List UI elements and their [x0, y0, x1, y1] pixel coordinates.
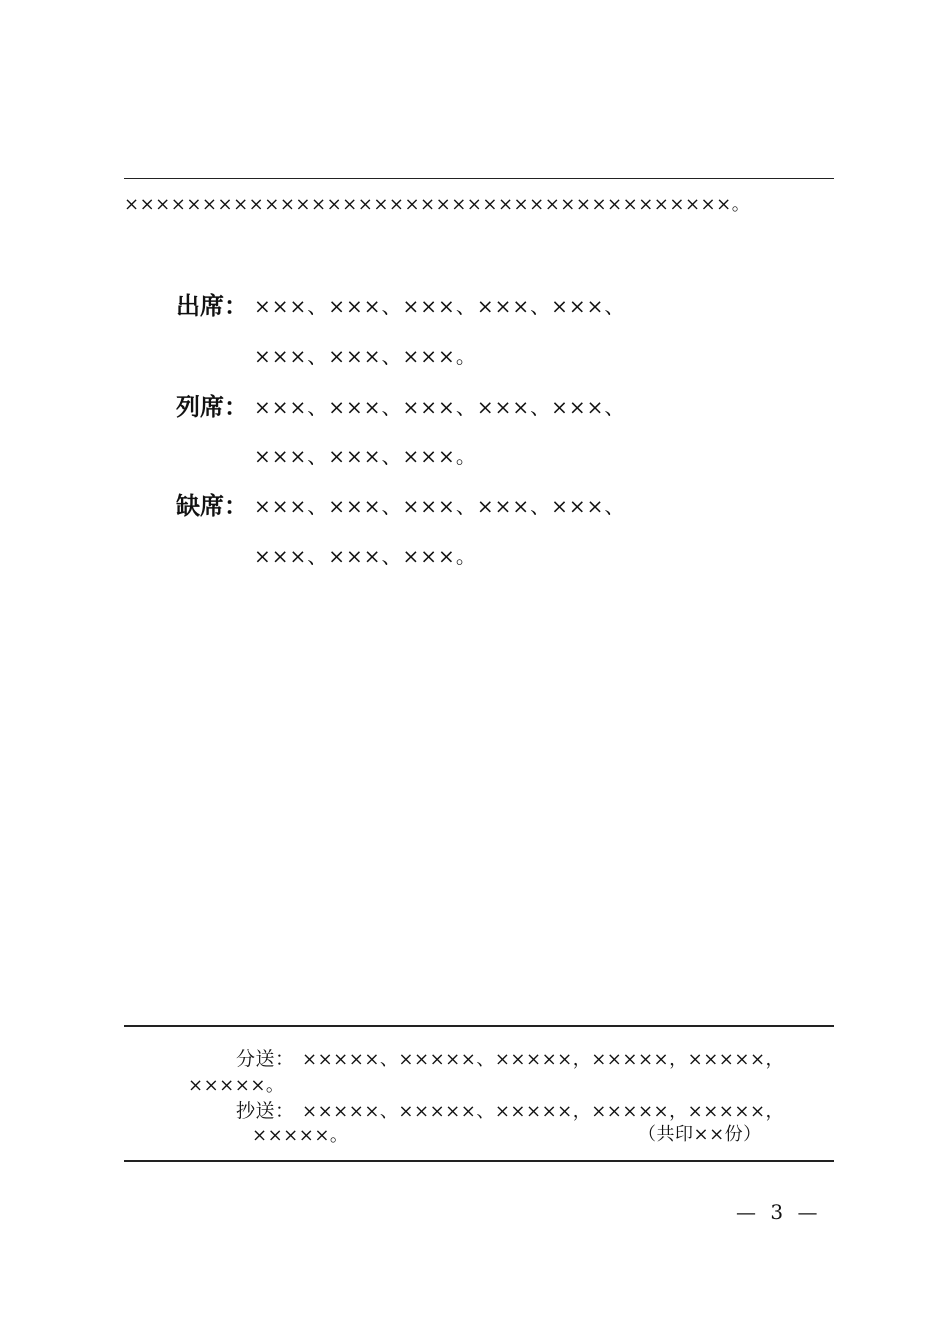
attendance-observer-label: 列席： — [176, 393, 248, 421]
distribution-copy-line2: ×××××。 — [252, 1125, 349, 1146]
attendance-observer-names-line2: ×××、×××、×××。 — [254, 444, 477, 468]
distribution-send-line2: ×××××。 — [188, 1075, 285, 1096]
distribution-bottom-divider — [124, 1160, 834, 1162]
distribution-print-count: （共印××份） — [638, 1124, 762, 1145]
body-text-line: ×××××××××××××××××××××××××××××××××××××××。 — [124, 194, 751, 215]
attendance-absent-names-line1: ×××、×××、×××、×××、×××、 — [254, 494, 626, 518]
distribution-top-divider — [124, 1025, 834, 1027]
attendance-present-names-line1: ×××、×××、×××、×××、×××、 — [254, 294, 626, 318]
attendance-absent-label: 缺席： — [176, 492, 248, 520]
header-divider — [124, 178, 834, 179]
attendance-present-names-line2: ×××、×××、×××。 — [254, 344, 477, 368]
attendance-observer-names-line1: ×××、×××、×××、×××、×××、 — [254, 395, 626, 419]
distribution-copy-label: 抄送： — [236, 1100, 295, 1122]
attendance-present-label: 出席： — [176, 292, 248, 320]
distribution-copy-line1: ×××××、×××××、×××××，×××××，×××××， — [302, 1101, 785, 1122]
page-number: — 3 — — [736, 1200, 822, 1224]
attendance-absent-names-line2: ×××、×××、×××。 — [254, 544, 477, 568]
distribution-send-line1: ×××××、×××××、×××××，×××××，×××××， — [302, 1049, 785, 1070]
distribution-send-label: 分送： — [236, 1048, 295, 1070]
